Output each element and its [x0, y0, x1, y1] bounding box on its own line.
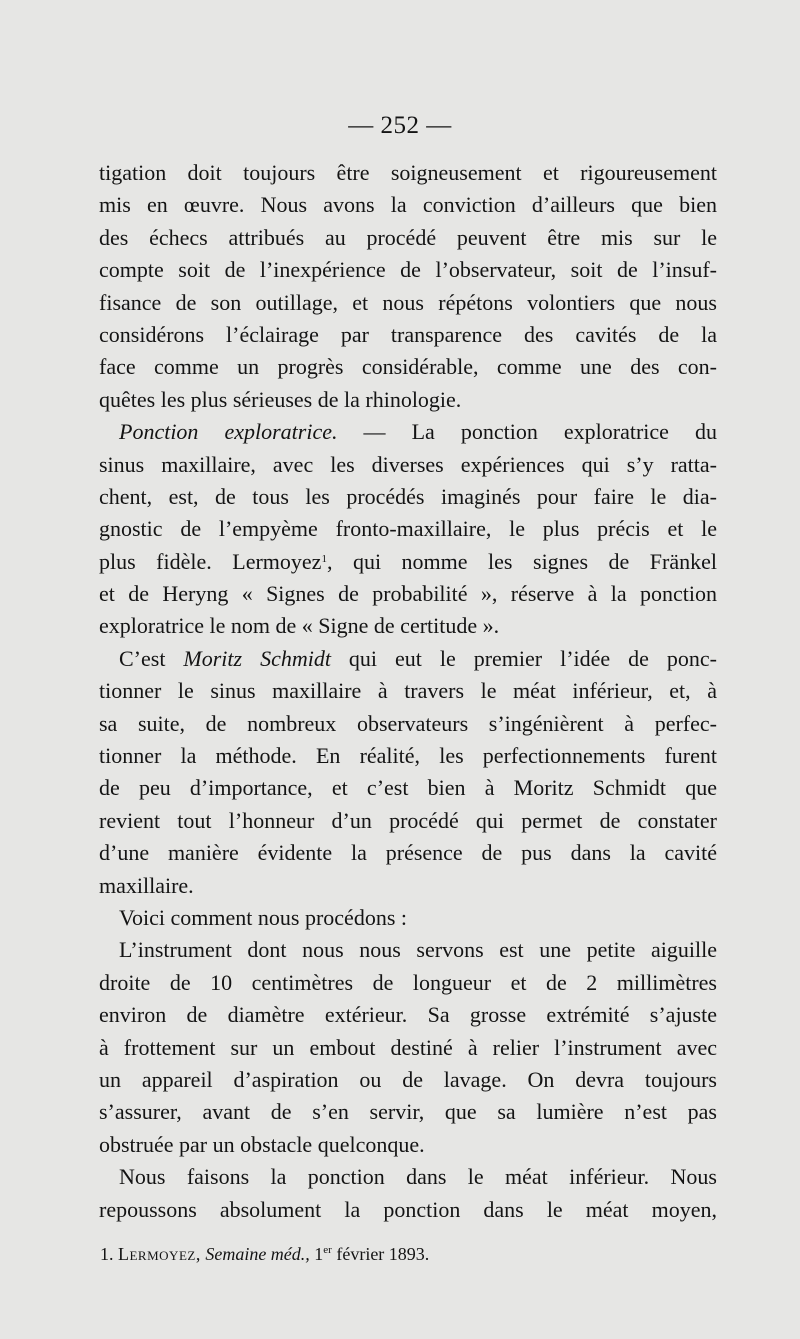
- text-line: face comme un progrès considérable, comme une des con-: [99, 354, 717, 380]
- section-heading-line: Ponction exploratrice. — La ponction exploratrice du: [119, 419, 717, 445]
- text-line: et de Heryng « Signes de probabilité », réserve à la ponction: [99, 581, 717, 607]
- footnote-date: 1er février 1893.: [314, 1244, 430, 1264]
- text-line: chent, est, de tous les procédés imaginés pour faire le dia-: [99, 483, 717, 509]
- text-line: fisance de son outillage, et nous répétons volontiers que nous: [99, 289, 717, 315]
- text-line: Nous faisons la ponction dans le méat inférieur. Nous: [119, 1164, 717, 1190]
- text-line: de peu d’importance, et c’est bien à Moritz Schmidt que: [99, 775, 717, 801]
- text-line: gnostic de l’empyème fronto-maxillaire, le plus précis et le: [99, 516, 717, 542]
- text-line: tionner le sinus maxillaire à travers le méat inférieur, et, à: [99, 678, 717, 704]
- text-line: d’une manière évidente la présence de pus dans la cavité: [99, 840, 717, 866]
- text-line: sa suite, de nombreux observateurs s’ingénièrent à perfec-: [99, 710, 717, 736]
- text-line: sinus maxillaire, avec les diverses expériences qui s’y ratta-: [99, 451, 717, 477]
- text-line: environ de diamètre extérieur. Sa grosse extrémité s’ajuste: [99, 1002, 717, 1028]
- text-line: tionner la méthode. En réalité, les perfectionnements furent: [99, 743, 717, 769]
- text-line: L’instrument dont nous nous servons est une petite aiguille: [119, 937, 717, 963]
- text-line: quêtes les plus sérieuses de la rhinologie.: [99, 386, 462, 412]
- footnote-number: 1.: [100, 1244, 114, 1264]
- text-line: repoussons absolument la ponction dans le méat moyen,: [99, 1196, 717, 1222]
- text-line: compte soit de l’inexpérience de l’observateur, soit de l’insuf-: [99, 257, 717, 283]
- person-name: Moritz Schmidt: [183, 645, 331, 671]
- text-line: tigation doit toujours être soigneusement et rigoureusement: [99, 160, 717, 185]
- text-line: considérons l’éclairage par transparence des cavités de la: [99, 321, 717, 347]
- section-heading: Ponction exploratrice.: [119, 419, 338, 445]
- text-line: C’est Moritz Schmidt qui eut le premier l’idée de ponc-: [119, 645, 717, 671]
- text-line: mis en œuvre. Nous avons la conviction d’ailleurs que bien: [99, 192, 717, 218]
- footnote-ref: 1: [321, 552, 327, 565]
- text-line: à frottement sur un embout destiné à relier l’instrument avec: [99, 1034, 717, 1060]
- footnote: [100, 1244, 429, 1265]
- text-line: exploratrice le nom de « Signe de certitude ».: [99, 613, 500, 639]
- text-line: s’assurer, avant de s’en servir, que sa lumière n’est pas: [99, 1099, 717, 1125]
- text-line: des échecs attribués au procédé peuvent être mis sur le: [99, 224, 717, 250]
- page-number: — 252 —: [348, 112, 452, 139]
- footnote-journal: Semaine méd.,: [205, 1244, 310, 1264]
- text-line: obstruée par un obstacle quelconque.: [99, 1131, 425, 1157]
- footnote-author: Lermoyez,: [118, 1244, 201, 1264]
- text-line: droite de 10 centimètres de longueur et de 2 millimètres: [99, 969, 717, 995]
- text-line: revient tout l’honneur d’un procédé qui permet de constater: [99, 807, 717, 833]
- text-line: un appareil d’aspiration ou de lavage. On devra toujours: [99, 1066, 717, 1092]
- text-line: plus fidèle. Lermoyez$^1$, qui nomme les signes de Fränkel: [99, 548, 717, 574]
- body-text: [99, 157, 717, 1226]
- text-line: maxillaire.: [99, 872, 194, 898]
- text-line: Voici comment nous procédons :: [119, 904, 407, 930]
